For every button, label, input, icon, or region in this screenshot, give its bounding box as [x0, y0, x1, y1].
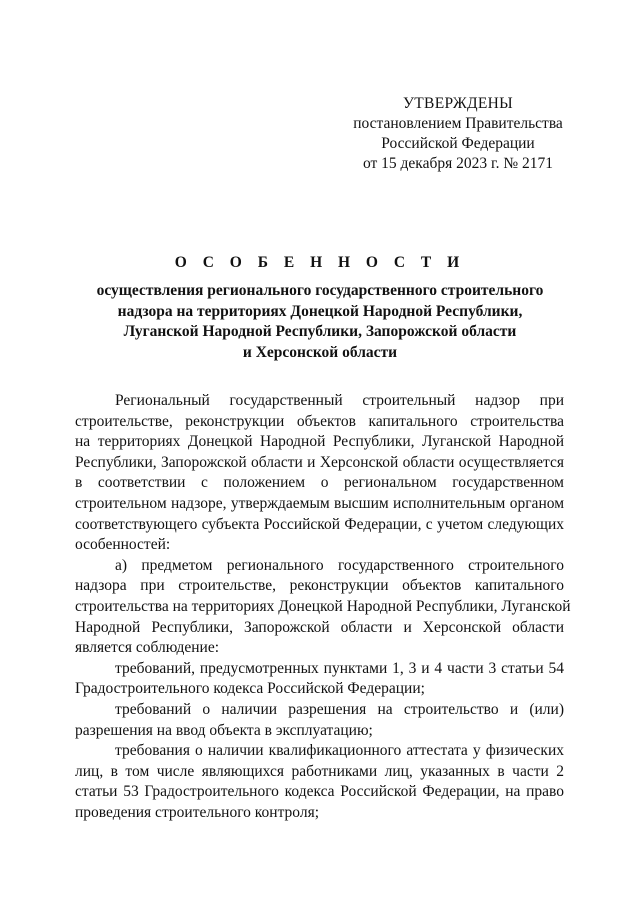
subtitle-line: осуществления регионального государственного строительного — [96, 282, 544, 299]
subtitle-line: надзора на территориях Донецкой Народной Республики, — [117, 302, 523, 320]
paragraph-line: Градостроительного кодекса Российской Федерации; — [75, 680, 425, 698]
paragraph-line: строительном надзоре, утверждаемым высшим исполнительным органом — [75, 494, 564, 512]
subtitle-line: и Херсонской области — [242, 343, 398, 361]
paragraph-line: проведения строительного контроля; — [75, 803, 320, 821]
paragraph-line: на территориях Донецкой Народной Республики, Луганской Народной — [75, 433, 564, 451]
paragraph-line: требования о наличии квалификационного аттестата у физических — [115, 742, 564, 760]
paragraph-line: требований о наличии разрешения на строительство и (или) — [115, 700, 564, 718]
paragraph-line: лиц, в том числе являющихся работниками лиц, указанных в части 2 — [75, 762, 564, 780]
document-subtitle — [70, 281, 570, 363]
paragraph-line: а) предметом регионального государственного строительного — [115, 556, 564, 574]
paragraph-line: надзора при строительстве, реконструкции объектов капитального — [75, 577, 564, 595]
document-title: О С О Б Е Н Н О С Т И — [174, 254, 466, 271]
paragraph-line: является соблюдение: — [75, 639, 220, 657]
paragraph-line: в соответствии с положением о региональном государственном — [75, 474, 564, 492]
approval-line-3: от 15 декабря 2023 г. № 2171 — [362, 155, 554, 172]
paragraph-line: строительстве, реконструкции объектов капитального строительства — [75, 412, 564, 430]
approval-stamp — [338, 94, 578, 174]
approval-line-1: постановлением Правительства — [353, 115, 563, 132]
paragraph-line: разрешения на ввод объекта в эксплуатацию; — [75, 721, 373, 739]
document-body — [75, 391, 571, 823]
paragraph-line: строительства на территориях Донецкой Народной Республики, Луганской — [75, 597, 571, 615]
paragraph-line: Народной Республики, Запорожской области и Херсонской области — [75, 618, 564, 636]
subtitle-line: Луганской Народной Республики, Запорожской области — [123, 323, 517, 340]
paragraph-line: особенностей: — [75, 536, 171, 554]
paragraph-line: Республики, Запорожской области и Херсонской области осуществляется — [75, 453, 564, 471]
paragraph-line: соответствующего субъекта Российской Федерации, с учетом следующих — [75, 515, 564, 533]
approval-line-2: Российской Федерации — [381, 135, 535, 152]
paragraph-line: статьи 53 Градостроительного кодекса Российской Федерации, на право — [75, 783, 564, 801]
paragraph-line: требований, предусмотренных пунктами 1, 3 и 4 части 3 статьи 54 — [115, 659, 564, 677]
paragraph-line: Региональный государственный строительный надзор при — [115, 392, 564, 409]
approval-title: УТВЕРЖДЕНЫ — [403, 95, 513, 112]
